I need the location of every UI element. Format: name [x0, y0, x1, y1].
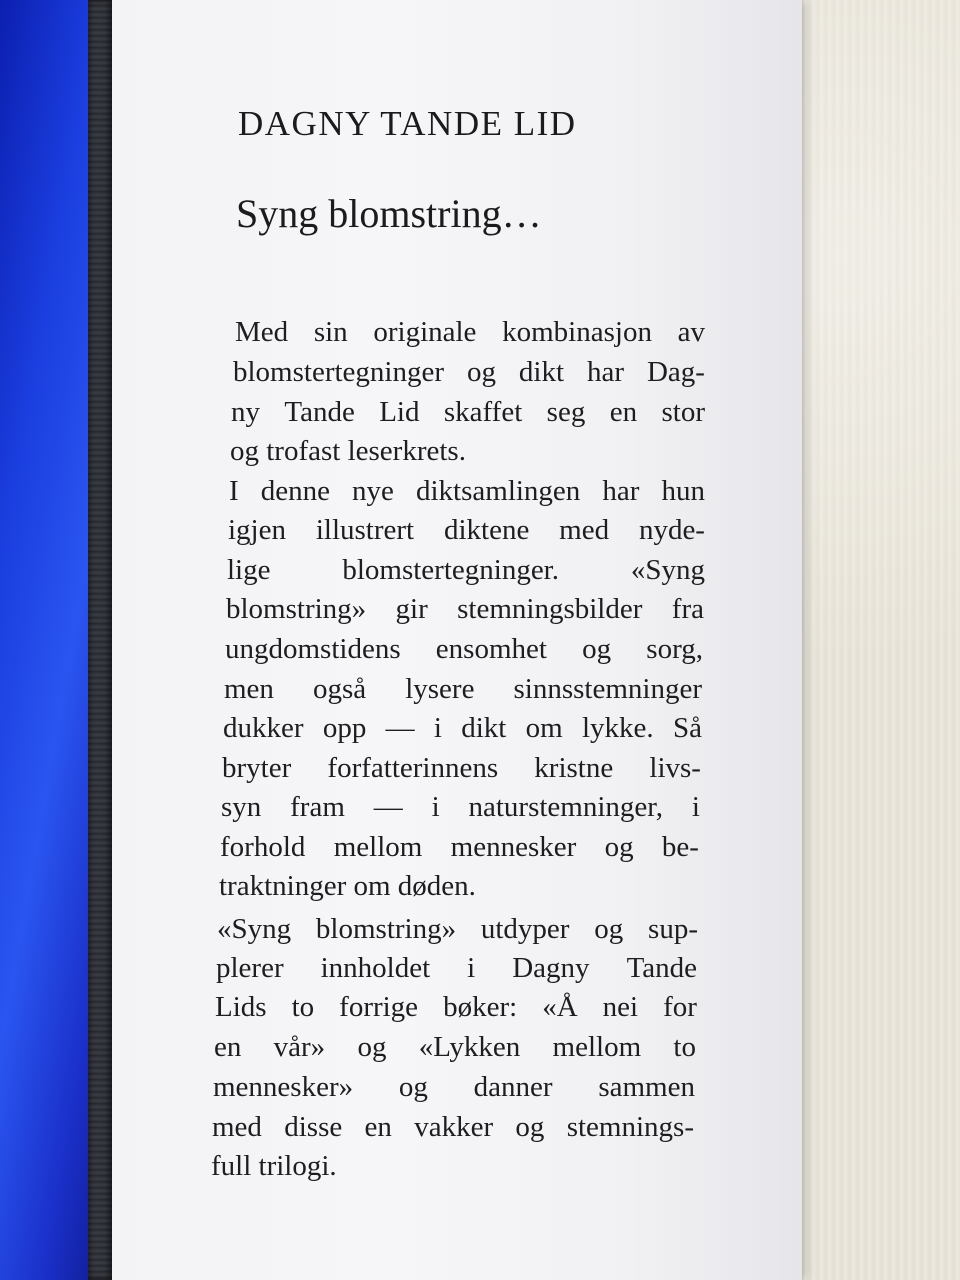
blurb-line: mennesker» og danner sammen: [213, 1071, 695, 1103]
blurb-line: plerer innholdet i Dagny Tande: [216, 952, 697, 984]
blurb-line: «Syng blomstring» utdyper og sup-: [217, 913, 698, 945]
blurb-line: I denne nye diktsamlingen har hun: [229, 475, 705, 507]
blurb-line: blomstring» gir stemningsbilder fra: [226, 593, 704, 625]
book-spine-edge: [88, 0, 114, 1280]
blurb-line: Lids to forrige bøker: «Å nei for: [215, 991, 697, 1023]
blurb-line: bryter forfatterinnens kristne livs-: [222, 752, 701, 784]
blurb-line: og trofast leserkrets.: [230, 435, 466, 467]
blurb-line: dukker opp — i dikt om lykke. Så: [223, 712, 702, 744]
blurb-line: ungdomstidens ensomhet og sorg,: [225, 633, 703, 665]
blurb-line: forhold mellom mennesker og be-: [220, 831, 699, 863]
blurb-line: men også lysere sinnsstemninger: [224, 673, 702, 705]
blurb-line: med disse en vakker og stemnings-: [212, 1111, 694, 1143]
blurb-line: Med sin originale kombinasjon av: [235, 316, 705, 348]
blurb-line: en vår» og «Lykken mellom to: [214, 1031, 696, 1063]
fabric-background: [790, 0, 960, 1280]
blurb-line: full trilogi.: [211, 1150, 337, 1182]
blurb-line: syn fram — i naturstemninger, i: [221, 791, 700, 823]
blurb-line: ny Tande Lid skaffet seg en stor: [231, 396, 705, 428]
blurb-line: traktninger om døden.: [219, 870, 476, 902]
blurb-line: igjen illustrert diktene med nyde-: [228, 514, 705, 546]
blurb-line: blomstertegninger og dikt har Dag-: [233, 356, 705, 388]
author-name: DAGNY TANDE LID: [238, 104, 577, 143]
blurb-line: lige blomstertegninger. «Syng: [227, 554, 705, 586]
book-title: Syng blomstring…: [236, 191, 542, 236]
